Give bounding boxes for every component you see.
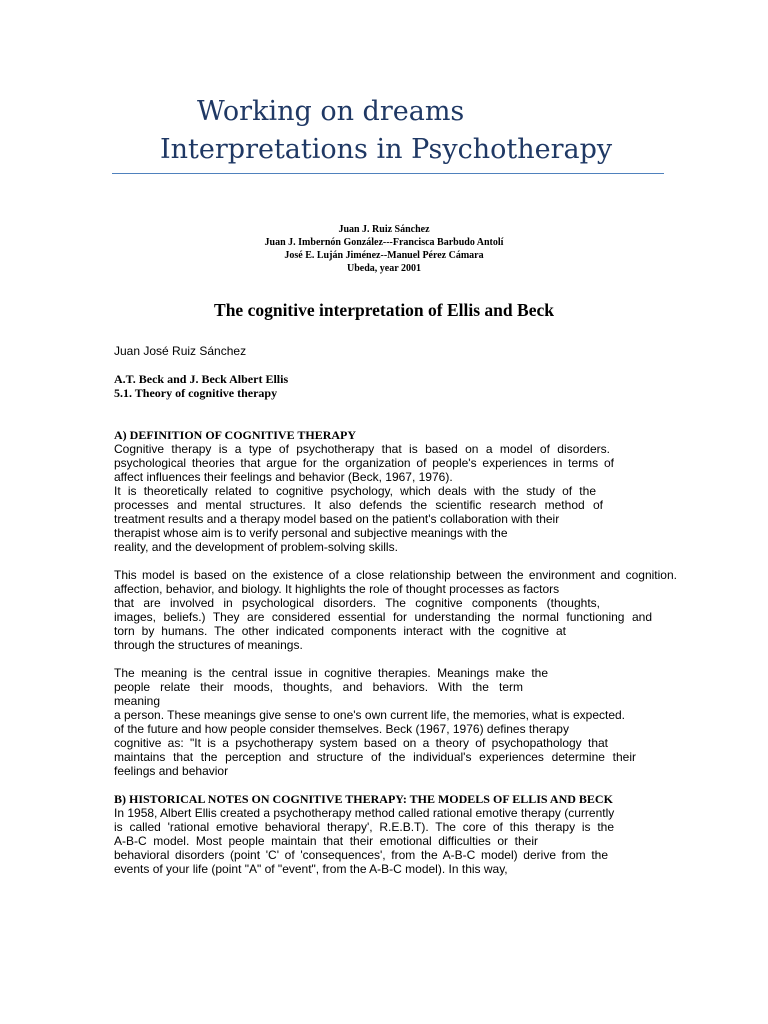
title-line-2: Interpretations in Psychotherapy xyxy=(160,134,613,165)
para4-line: is called 'rational emotive behavioral therapy', R.E.B.T). The core of this therapy is the xyxy=(114,820,614,834)
para3-line: The meaning is the central issue in cognitive therapies. Meanings make the xyxy=(114,666,548,680)
para2-line: affection, behavior, and biology. It highlights the role of thought processes as factors xyxy=(114,582,560,596)
para2-line: torn by humans. The other indicated components interact with the cognitive at xyxy=(114,624,566,638)
para1-line: treatment results and a therapy model based on the patient's collaboration with their xyxy=(114,512,560,526)
para1-line: processes and mental structures. It also defends the scientific research method of xyxy=(114,498,603,512)
byline: Juan José Ruiz Sánchez xyxy=(114,344,247,358)
place-date-line: Ubeda, year 2001 xyxy=(347,263,421,274)
para3-line: cognitive as: "It is a psychotherapy system based on a theory of psychopathology that xyxy=(114,736,608,750)
author-line: Juan J. Ruiz Sánchez xyxy=(338,224,430,235)
para1-line: therapist whose aim is to verify personal and subjective meanings with the xyxy=(114,526,508,540)
section-title: The cognitive interpretation of Ellis and Beck xyxy=(214,300,554,320)
para2-line: through the structures of meanings. xyxy=(114,638,303,652)
title-line-1: Working on dreams xyxy=(197,96,465,127)
heading-b: B) HISTORICAL NOTES ON COGNITIVE THERAPY: THE MODELS OF ELLIS AND BECK xyxy=(114,792,613,806)
para3-line: people relate their moods, thoughts, and behaviors. With the term xyxy=(114,680,523,694)
title-divider xyxy=(112,173,664,174)
para1-line: Cognitive therapy is a type of psychotherapy that is based on a model of disorders. xyxy=(114,442,610,456)
para3-line: feelings and behavior xyxy=(114,764,229,778)
para4-line: events of your life (point "A" of "event", from the A-B-C model). In this way, xyxy=(114,862,508,876)
para4-line: behavioral disorders (point 'C' of 'consequences', from the A-B-C model) derive from the xyxy=(114,848,608,862)
para2-line: This model is based on the existence of a close relationship between the environment and cognition. xyxy=(114,568,677,582)
para3-line: a person. These meanings give sense to one's own current life, the memories, what is expected. xyxy=(114,708,626,722)
para4-line: A-B-C model. Most people maintain that their emotional difficulties or their xyxy=(114,834,538,848)
para3-line: maintains that the perception and structure of the individual's experiences determine their xyxy=(114,750,636,764)
para1-line: affect influences their feelings and behavior (Beck, 1967, 1976). xyxy=(114,470,453,484)
author-line: José E. Luján Jiménez--Manuel Pérez Cámara xyxy=(284,250,484,261)
para3-line: meaning xyxy=(114,694,161,708)
para1-line: It is theoretically related to cognitive psychology, which deals with the study of the xyxy=(114,484,596,498)
para3-line: of the future and how people consider themselves. Beck (1967, 1976) defines therapy xyxy=(114,722,569,736)
para1-line: reality, and the development of problem-solving skills. xyxy=(114,540,398,554)
heading-a: A) DEFINITION OF COGNITIVE THERAPY xyxy=(114,428,357,442)
section-heading: A.T. Beck and J. Beck Albert Ellis xyxy=(114,372,289,386)
subsection-heading: 5.1. Theory of cognitive therapy xyxy=(114,386,278,400)
para1-line: psychological theories that argue for the organization of people's experiences in terms of xyxy=(114,456,614,470)
para2-line: images, beliefs.) They are considered essential for understanding the normal functioning and xyxy=(114,610,652,624)
author-line: Juan J. Imbernón González---Francisca Barbudo Antolí xyxy=(264,237,504,248)
para2-line: that are involved in psychological disorders. The cognitive components (thoughts, xyxy=(114,596,600,610)
para4-line: In 1958, Albert Ellis created a psychotherapy method called rational emotive therapy (currently xyxy=(114,806,615,820)
author-block xyxy=(0,223,768,275)
